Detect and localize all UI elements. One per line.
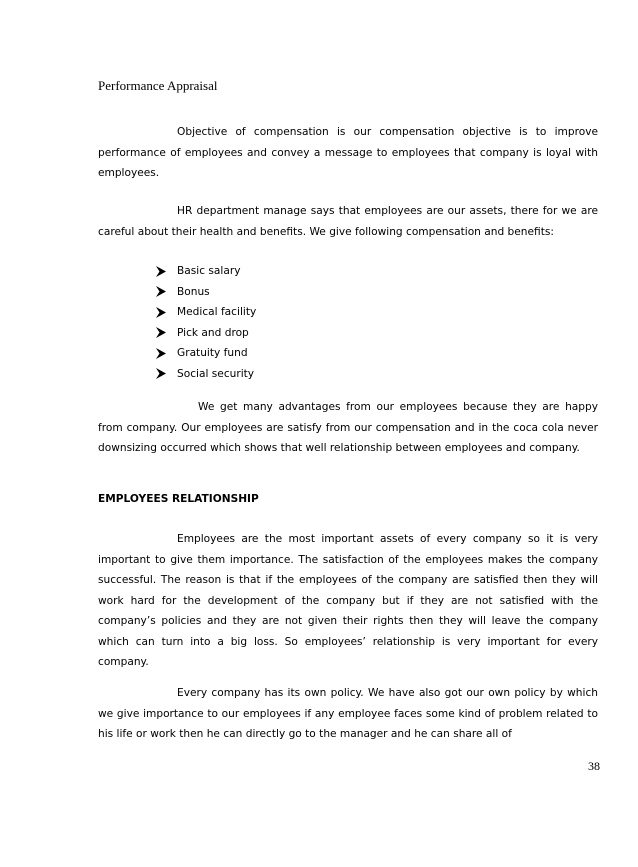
arrowhead-bullet-icon xyxy=(156,261,177,281)
paragraph-compensation-objective: Objective of compensation is our compensation objective is to improve performance of employees and convey a message to employees that company is loyal with employees. xyxy=(98,126,598,179)
paragraph-company-policy: Every company has its own policy. We have also got our own policy by which we give importance to our employees if any employee faces some kind of problem related to his life or work then he can directly go to the manager and he can share all of xyxy=(98,687,598,740)
list-item xyxy=(156,323,256,344)
benefit-label: Pick and drop xyxy=(177,326,249,339)
benefits-list xyxy=(156,261,256,384)
paragraph-hr-department: HR department manage says that employees are our assets, there for we are careful about their health and benefits. We give following compensation and benefits: xyxy=(98,205,598,238)
benefit-label: Gratuity fund xyxy=(177,347,248,359)
page-number: 38 xyxy=(588,759,600,773)
arrowhead-bullet-icon xyxy=(156,282,177,302)
arrowhead-bullet-icon xyxy=(156,364,177,384)
paragraph-employees-importance: Employees are the most important assets of every company so it is very important to give them importance. The satisfaction of the employees makes the company successful. The reason is that if the employees of the company are satisfied then they will work hard for the development of the company but if they are not satisfied with the company’s policies and they are not given their rights then they will leave the company which can turn into a big loss. So employees’ relationship is very important for every company. xyxy=(98,533,598,668)
arrowhead-bullet-icon xyxy=(156,343,177,363)
arrowhead-bullet-icon xyxy=(156,323,177,343)
section-title: Performance Appraisal xyxy=(98,78,218,93)
list-item xyxy=(156,282,256,303)
paragraph-advantages: We get many advantages from our employees because they are happy from company. Our employees are satisfy from our compensation and in the coca cola never downsizing occurred which shows that well relationship between employees and company. xyxy=(98,401,598,454)
arrowhead-bullet-icon xyxy=(156,302,177,322)
benefit-label: Basic salary xyxy=(177,265,241,277)
list-item xyxy=(156,364,256,385)
employees-relationship-heading: EMPLOYEES RELATIONSHIP xyxy=(98,493,259,505)
list-item xyxy=(156,302,256,323)
list-item xyxy=(156,261,256,282)
benefit-label: Medical facility xyxy=(177,306,257,318)
benefit-label: Social security xyxy=(177,367,255,380)
benefit-label: Bonus xyxy=(177,285,210,298)
list-item xyxy=(156,343,256,364)
